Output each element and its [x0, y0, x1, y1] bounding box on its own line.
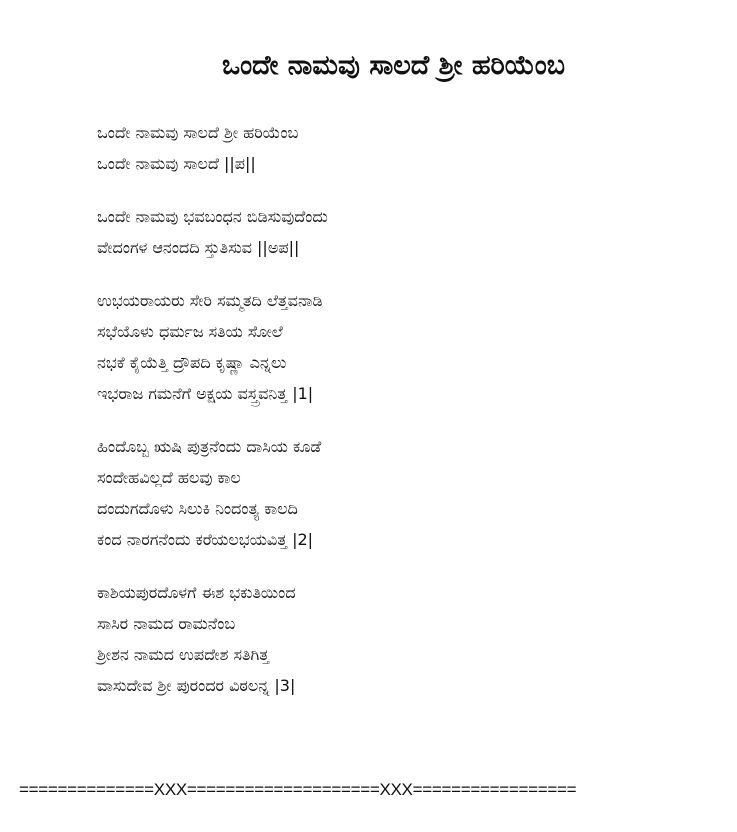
lyric-line: ದಂದುಗದೊಳು ಸಿಲುಕಿ ನಿಂದಂತ್ಯ ಕಾಲದಿ [97, 499, 298, 518]
lyric-line: ವೇದಂಗಳ ಆನಂದದಿ ಸ್ತುತಿಸುವ ||ಅಪ|| [97, 238, 300, 257]
lyric-line: ಹಿಂದೊಬ್ಬ ಋಷಿ ಪುತ್ರನೆಂದು ದಾಸಿಯ ಕೂಡೆ [97, 437, 322, 456]
lyric-line: ಶ್ರೀಶನ ನಾಮದ ಉಪದೇಶ ಸತಿಗಿತ್ತ [97, 645, 270, 664]
lyric-line: ಒಂದೇ ನಾಮವು ಭವಬಂಧನ ಬಿಡಿಸುವುದೆಂದು [97, 207, 328, 226]
lyric-line: ಕಂದ ನಾರಗನೆಂದು ಕರೆಯಲಭಯವಿತ್ತ |2| [97, 530, 314, 549]
lyric-line: ಸಂದೇಹವಿಲ್ಲದೆ ಹಲವು ಕಾಲ [97, 468, 241, 487]
separator-line: ==============XXX====================XXX================= [19, 780, 577, 799]
lyric-line: ನಭಕೆ ಕೈಯೆತ್ತಿ ದ್ರೌಪದಿ ಕೃಷ್ಣಾ ಎನ್ನಲು [97, 353, 287, 372]
stanza-pallavi [97, 117, 717, 179]
stanza-charana-3 [97, 577, 717, 701]
lyrics-body [97, 117, 717, 723]
lyric-line: ವಾಸುದೇವ ಶ್ರೀ ಪುರಂದರ ವಿಠಲನ್ನ |3| [97, 676, 296, 695]
lyric-line: ಉಭಯರಾಯರು ಸೇರಿ ಸಮ್ಮತದಿ ಲೆತ್ತವನಾಡಿ [97, 291, 323, 310]
lyric-line: ಒಂದೇ ನಾಮವು ಸಾಲದೆ ಶ್ರೀ ಹರಿಯೆಂಬ [97, 123, 299, 142]
stanza-charana-2 [97, 431, 717, 555]
stanza-anupallavi [97, 201, 717, 263]
stanza-charana-1 [97, 285, 717, 409]
lyric-line: ಕಾಶಿಯಪುರದೊಳಗೆ ಈಶ ಭಕುತಿಯಿಂದ [97, 583, 296, 602]
lyric-line: ಸಾಸಿರ ನಾಮದ ರಾಮನೆಂಬ [97, 614, 236, 633]
page-title: ಒಂದೇ ನಾಮವು ಸಾಲದೆ ಶ್ರೀ ಹರಿಯೆಂಬ [221, 50, 566, 81]
lyric-line: ಒಂದೇ ನಾಮವು ಸಾಲದೆ ||ಪ|| [97, 154, 256, 173]
lyric-line: ಸಭೆಯೊಳು ಧರ್ಮಜ ಸತಿಯ ಸೋಲೆ [97, 322, 283, 341]
lyric-line: ಇಭರಾಜ ಗಮನೆಗೆ ಅಕ್ಷಯ ವಸ್ತ್ರವನಿತ್ತ |1| [97, 384, 314, 403]
